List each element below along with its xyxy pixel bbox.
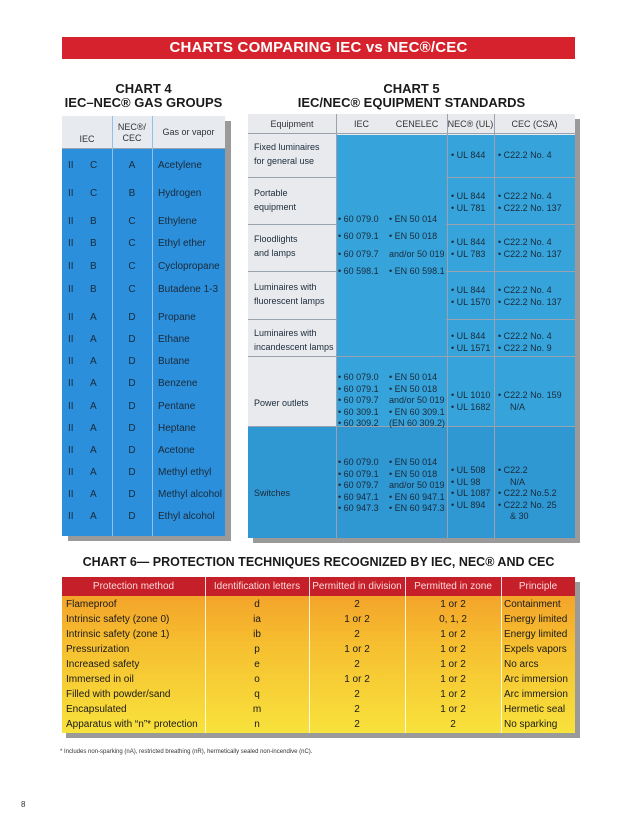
principle: Arc immersion	[504, 689, 568, 700]
chart4-header	[62, 116, 225, 149]
iec-standard: • 60 079.7	[338, 480, 379, 490]
iec-class: II	[68, 238, 74, 249]
gas-name: Propane	[158, 312, 196, 323]
nec-group: D	[128, 423, 136, 434]
ul-standard: • UL 894	[451, 499, 486, 510]
cenelec-standard: • EN 60 598.1	[389, 266, 445, 276]
ul-standard: • UL 844	[451, 237, 486, 247]
iec-subgroup: A	[90, 356, 97, 367]
iec-class: II	[68, 511, 74, 522]
gas-name: Ethyl alcohol	[158, 511, 215, 522]
nec-group: C	[128, 238, 136, 249]
nec-group: D	[128, 378, 136, 389]
cenelec-standard: • EN 50 018	[389, 468, 438, 479]
chart4-title	[62, 82, 225, 110]
csa-standard: • C22.2 No. 4	[498, 150, 552, 160]
iec-subgroup: B	[90, 261, 97, 272]
gas-group-row	[62, 212, 225, 232]
gas-name: Heptane	[158, 423, 196, 434]
principle: Arc immersion	[504, 674, 568, 685]
nec-group: D	[128, 356, 136, 367]
permitted-zone: 2	[450, 719, 456, 730]
gas-name: Methyl ethyl	[158, 467, 212, 478]
nec-group: C	[128, 261, 136, 272]
chart4-header-nec: NEC®/ CEC	[117, 121, 147, 143]
nec-group: B	[128, 188, 136, 199]
row-divider	[248, 319, 336, 320]
principle: Expels vapors	[504, 644, 567, 655]
iec-subgroup: C	[90, 160, 98, 171]
gas-name: Acetylene	[158, 160, 202, 171]
cenelec-standard: • EN 60 947.3	[389, 503, 445, 513]
row-divider	[248, 356, 575, 357]
iec-standard: • 60 309.1	[338, 406, 379, 417]
cenelec-standard: (EN 60 309.2)	[389, 418, 446, 428]
gas-name: Cyclopropane	[158, 261, 220, 272]
cenelec-standard: • EN 50 014	[389, 457, 438, 467]
protection-row	[62, 612, 575, 627]
principle: Energy limited	[504, 614, 568, 625]
identification-letters: o	[254, 674, 260, 685]
gas-name: Ethylene	[158, 216, 197, 227]
ul-standard: • UL 844	[451, 191, 486, 201]
csa-standard: • C22.2 No. 4	[498, 237, 552, 247]
identification-letters: ib	[253, 629, 261, 640]
chart5-title-line2: IEC/NEC® EQUIPMENT STANDARDS	[297, 95, 526, 110]
iec-standard: • 60 079.0	[338, 214, 379, 224]
row-divider	[248, 271, 336, 272]
iec-standard: • 60 598.1	[338, 266, 379, 276]
cenelec-standard: • EN 50 014	[389, 214, 438, 224]
ul-standard: • UL 783	[451, 248, 486, 259]
iec-class: II	[68, 334, 74, 345]
nec-group: D	[128, 511, 136, 522]
chart6-header-principle: Principle	[518, 581, 558, 592]
gas-group-row	[62, 156, 225, 176]
iec-standard: • 60 309.2	[338, 418, 379, 428]
permitted-division: 2	[354, 659, 360, 670]
csa-standard: • C22.2 No. 159	[498, 390, 562, 400]
cenelec-standard: • EN 50 014	[389, 372, 438, 382]
permitted-division: 2	[354, 599, 360, 610]
gas-group-row	[62, 441, 225, 461]
equipment-label: Luminaires with	[254, 328, 317, 338]
ul-standard: • UL 844	[451, 285, 486, 295]
equipment-label: Portable	[254, 188, 288, 198]
permitted-zone: 1 or 2	[440, 674, 466, 685]
nec-group: D	[128, 467, 136, 478]
nec-group: D	[128, 312, 136, 323]
iec-standard: • 60 079.7	[338, 395, 379, 405]
iec-class: II	[68, 216, 74, 227]
iec-class: II	[68, 378, 74, 389]
gas-group-row	[62, 330, 225, 350]
gas-group-row	[62, 507, 225, 527]
iec-standard: • 60 079.1	[338, 468, 379, 479]
permitted-zone: 1 or 2	[440, 689, 466, 700]
protection-method: Intrinsic safety (zone 1)	[66, 629, 170, 640]
iec-class: II	[68, 445, 74, 456]
iec-standard: • 60 079.7	[338, 249, 379, 259]
iec-subgroup: A	[90, 489, 97, 500]
row-divider	[446, 319, 575, 320]
permitted-division: 2	[354, 704, 360, 715]
gas-name: Pentane	[158, 401, 196, 412]
csa-standard: • C22.2 No. 4	[498, 285, 552, 295]
gas-group-row	[62, 485, 225, 505]
principle: No sparking	[504, 719, 558, 730]
equipment-label: Fixed luminaires	[254, 142, 320, 152]
equipment-label: equipment	[254, 202, 297, 212]
protection-row	[62, 657, 575, 672]
permitted-division: 2	[354, 689, 360, 700]
ul-standard: • UL 1010	[451, 390, 491, 400]
csa-standard: • C22.2 No. 4	[498, 331, 552, 341]
gas-name: Ethyl ether	[158, 238, 206, 249]
nec-group: D	[128, 334, 136, 345]
iec-subgroup: B	[90, 284, 97, 295]
gas-group-row	[62, 280, 225, 300]
protection-row	[62, 627, 575, 642]
gas-group-row	[62, 374, 225, 394]
iec-standard: • 60 947.1	[338, 491, 379, 502]
equipment-label: Power outlets	[254, 398, 309, 408]
nec-group: C	[128, 216, 136, 227]
chart5-blue-area	[447, 135, 575, 426]
iec-standard: • 60 079.0	[338, 372, 379, 382]
principle: Energy limited	[504, 629, 568, 640]
iec-class: II	[68, 401, 74, 412]
protection-method: Filled with powder/sand	[66, 689, 171, 700]
protection-row	[62, 717, 575, 732]
gas-name: Methyl alcohol	[158, 489, 222, 500]
identification-letters: n	[254, 719, 260, 730]
protection-row	[62, 597, 575, 612]
row-divider	[248, 177, 336, 178]
permitted-division: 1 or 2	[344, 674, 370, 685]
iec-standard: • 60 079.0	[338, 457, 379, 467]
identification-letters: m	[252, 704, 262, 715]
permitted-zone: 0, 1, 2	[439, 614, 467, 625]
iec-standard: • 60 079.1	[338, 231, 379, 241]
cenelec-standard: • EN 50 018	[389, 231, 438, 241]
protection-method: Encapsulated	[66, 704, 127, 715]
gas-name: Acetone	[158, 445, 195, 456]
principle: Hermetic seal	[504, 704, 566, 715]
cenelec-standard: and/or 50 019	[389, 395, 445, 405]
iec-subgroup: A	[90, 378, 97, 389]
nec-group: D	[128, 489, 136, 500]
permitted-zone: 1 or 2	[440, 644, 466, 655]
ul-standard: • UL 844	[451, 331, 486, 341]
permitted-division: 2	[354, 629, 360, 640]
chart5-header-equipment: Equipment	[270, 119, 314, 129]
protection-method: Apparatus with “n”* protection	[66, 719, 198, 730]
permitted-division: 2	[354, 719, 360, 730]
csa-standard: N/A	[510, 401, 526, 412]
protection-method: Flameproof	[66, 599, 117, 610]
iec-subgroup: A	[90, 467, 97, 478]
row-divider	[446, 271, 575, 272]
chart5-title-line1: CHART 5	[383, 81, 440, 96]
equipment-label: incandescent lamps	[254, 342, 334, 352]
permitted-division: 1 or 2	[344, 644, 370, 655]
chart4-title-line1: CHART 4	[115, 81, 172, 96]
iec-standard: • 60 947.3	[338, 503, 379, 513]
protection-row	[62, 642, 575, 657]
gas-group-row	[62, 419, 225, 439]
iec-class: II	[68, 356, 74, 367]
iec-subgroup: A	[90, 423, 97, 434]
gas-group-row	[62, 257, 225, 277]
protection-method: Increased safety	[66, 659, 140, 670]
equipment-label: Switches	[254, 488, 291, 498]
nec-group: A	[128, 160, 136, 171]
iec-class: II	[68, 423, 74, 434]
identification-letters: p	[254, 644, 260, 655]
chart6-title-text: CHART 6— PROTECTION TECHNIQUES RECOGNIZED BY IEC, NEC® AND CEC	[82, 555, 555, 569]
cenelec-standard: and/or 50 019	[389, 480, 445, 490]
chart4-title-line2: IEC–NEC® GAS GROUPS	[64, 95, 223, 110]
row-divider	[248, 224, 336, 225]
page-banner: CHARTS COMPARING IEC vs NEC®/CEC	[62, 37, 575, 59]
row-divider	[446, 224, 575, 225]
iec-subgroup: B	[90, 238, 97, 249]
gas-name: Butane	[158, 356, 190, 367]
chart6-header-zone: Permitted in zone	[414, 581, 492, 592]
ul-standard: • UL 508	[451, 465, 486, 475]
cenelec-standard: • EN 60 947.1	[389, 491, 445, 502]
chart5-header	[248, 114, 575, 134]
footnote: * Includes non-sparking (nA), restricted breathing (nR), hermetically sealed non-incendive (nC).	[60, 749, 313, 755]
iec-class: II	[68, 312, 74, 323]
chart5-divider	[336, 114, 337, 538]
gas-name: Ethane	[158, 334, 190, 345]
csa-standard: & 30	[510, 511, 529, 521]
chart6-title	[62, 555, 575, 569]
csa-standard: • C22.2	[498, 465, 528, 475]
iec-standard: • 60 079.1	[338, 383, 379, 394]
iec-subgroup: A	[90, 334, 97, 345]
chart4-header-iec: IEC	[79, 134, 95, 144]
identification-letters: ia	[253, 614, 261, 625]
cenelec-standard: • EN 50 018	[389, 383, 438, 394]
chart5-blue-merged	[336, 135, 447, 356]
protection-row	[62, 672, 575, 687]
csa-standard: • C22.2 No. 137	[498, 202, 562, 213]
equipment-label: for general use	[254, 156, 315, 166]
iec-class: II	[68, 489, 74, 500]
iec-class: II	[68, 467, 74, 478]
nec-group: C	[128, 284, 136, 295]
permitted-zone: 1 or 2	[440, 599, 466, 610]
identification-letters: d	[254, 599, 260, 610]
csa-standard: • C22.2 No. 9	[498, 342, 552, 353]
iec-subgroup: A	[90, 401, 97, 412]
permitted-division: 1 or 2	[344, 614, 370, 625]
gas-group-row	[62, 352, 225, 372]
iec-subgroup: C	[90, 188, 98, 199]
chart5-table	[248, 114, 575, 538]
ul-standard: • UL 1682	[451, 401, 491, 412]
row-divider	[446, 177, 575, 178]
iec-subgroup: A	[90, 511, 97, 522]
chart6-table	[62, 577, 575, 733]
principle: Containment	[504, 599, 561, 610]
csa-standard: • C22.2 No. 25	[498, 499, 557, 510]
csa-standard: • C22.2 No. 4	[498, 191, 552, 201]
equipment-label: fluorescent lamps	[254, 296, 325, 306]
protection-method: Pressurization	[66, 644, 130, 655]
csa-standard: • C22.2 No. 137	[498, 248, 562, 259]
protection-row	[62, 702, 575, 717]
ul-standard: • UL 844	[451, 150, 486, 160]
ul-standard: • UL 98	[451, 476, 481, 487]
chart6-header-method: Protection method	[92, 581, 175, 592]
protection-row	[62, 687, 575, 702]
gas-group-row	[62, 397, 225, 417]
gas-name: Benzene	[158, 378, 198, 389]
permitted-zone: 1 or 2	[440, 629, 466, 640]
iec-class: II	[68, 261, 74, 272]
gas-group-row	[62, 463, 225, 483]
equipment-label: Luminaires with	[254, 282, 317, 292]
ul-standard: • UL 781	[451, 202, 486, 213]
permitted-zone: 1 or 2	[440, 704, 466, 715]
page-number: 8	[21, 800, 26, 809]
gas-group-row	[62, 308, 225, 328]
chart5-header-iec: IEC	[353, 119, 369, 129]
permitted-zone: 1 or 2	[440, 659, 466, 670]
identification-letters: e	[254, 659, 260, 670]
gas-group-row	[62, 184, 225, 204]
gas-name: Hydrogen	[158, 188, 202, 199]
csa-standard: • C22.2 No.5.2	[498, 488, 557, 498]
cenelec-standard: • EN 60 309.1	[389, 406, 445, 417]
iec-subgroup: B	[90, 216, 97, 227]
gas-group-row	[62, 234, 225, 254]
csa-standard: N/A	[510, 476, 526, 487]
ul-standard: • UL 1087	[451, 488, 491, 498]
equipment-label: Floodlights	[254, 234, 298, 244]
ul-standard: • UL 1570	[451, 296, 491, 307]
iec-class: II	[68, 284, 74, 295]
equipment-label: and lamps	[254, 248, 296, 258]
cenelec-standard: and/or 50 019	[389, 249, 445, 259]
chart4-header-gas: Gas or vapor	[162, 127, 215, 137]
protection-method: Immersed in oil	[66, 674, 134, 685]
identification-letters: q	[254, 689, 260, 700]
ul-standard: • UL 1571	[451, 342, 491, 353]
chart5-title	[248, 82, 575, 110]
chart6-header-division: Permitted in division	[312, 581, 402, 592]
chart4-table	[62, 116, 225, 536]
chart5-header-nec: NEC® (UL)	[447, 119, 494, 129]
chart5-header-cenelec: CENELEC	[395, 119, 439, 129]
csa-standard: • C22.2 No. 137	[498, 296, 562, 307]
chart6-header-letters: Identification letters	[213, 581, 301, 592]
nec-group: D	[128, 445, 136, 456]
iec-class: II	[68, 160, 74, 171]
gas-name: Butadene 1-3	[158, 284, 219, 295]
iec-subgroup: A	[90, 312, 97, 323]
nec-group: D	[128, 401, 136, 412]
iec-subgroup: A	[90, 445, 97, 456]
chart5-header-cec: CEC (CSA)	[511, 119, 558, 129]
chart6-header	[62, 577, 575, 596]
iec-class: II	[68, 188, 74, 199]
principle: No arcs	[504, 659, 539, 670]
protection-method: Intrinsic safety (zone 0)	[66, 614, 170, 625]
